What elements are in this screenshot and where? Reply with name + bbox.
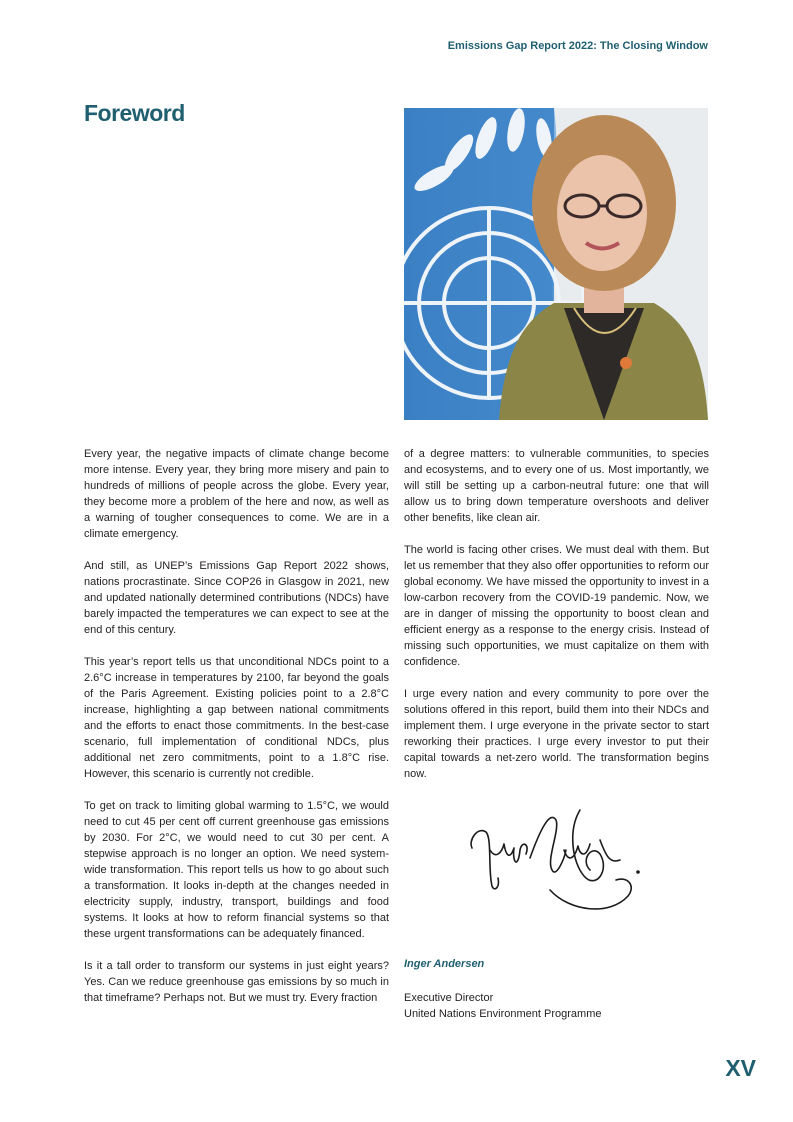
handwritten-signature bbox=[460, 800, 650, 920]
paragraph: Is it a tall order to transform our systems in just eight years? Yes. Can we reduce greenhouse gas emissions by so much in that timeframe? Perhaps not. But we must try. Every fraction bbox=[84, 960, 389, 1004]
page-number: XV bbox=[725, 1055, 756, 1081]
paragraph: This year’s report tells us that unconditional NDCs point to a 2.6°C increase in temperatures by 2100, far beyond the goals of the Paris Agreement. Existing policies point to a 2.8°C increase, highlighting a gap between national commitments and the efforts to enact those commitments. In the best-case scenario, full implementation of conditional NDCs, plus additional net zero commitments, point to a 1.8°C rise. However, this scenario is currently not credible. bbox=[84, 656, 389, 780]
paragraph: I urge every nation and every community to pore over the solutions offered in this report, build them into their NDCs and implement them. I urge everyone in the private sector to start reworking their practices. I urge every investor to put their capital towards a net-zero world. The transformation begins now. bbox=[404, 688, 709, 780]
left-text-column bbox=[84, 446, 389, 1022]
signer-name: Inger Andersen bbox=[404, 958, 485, 970]
paragraph: of a degree matters: to vulnerable communities, to species and ecosystems, and to every one of us. Most importantly, we will still be setting up a carbon-neutral future: one that will allow us to bring down temperature overshoots and deliver other benefits, like clean air. bbox=[404, 448, 709, 524]
portrait-photo bbox=[404, 108, 708, 420]
page-title: Foreword bbox=[84, 100, 185, 126]
signer-title bbox=[404, 990, 601, 1022]
paragraph: The world is facing other crises. We must deal with them. But let us remember that they also offer opportunities to reform our global economy. We have missed the opportunity to invest in a low-carbon recovery from the COVID-19 pandemic. Now, we are in danger of missing the opportunity to boost clean and efficient energy as a response to the energy crisis. Instead of missing such opportunities, we must capitalize on them with confidence. bbox=[404, 544, 709, 668]
portrait-illustration bbox=[404, 108, 708, 420]
paragraph: To get on track to limiting global warming to 1.5°C, we would need to cut 45 per cent off current greenhouse gas emissions by 2030. For 2°C, we would need to cut 30 per cent. A stepwise approach is no longer an option. We need system-wide transformation. This report tells us how to go about such a transformation. It looks in-depth at the changes needed in electricity supply, industry, transport, buildings and food systems. It looks at how to reform financial systems so that these urgent transformations can be adequately financed. bbox=[84, 800, 389, 940]
paragraph: And still, as UNEP’s Emissions Gap Report 2022 shows, nations procrastinate. Since COP26 in Glasgow in 2021, new and updated nationally determined contributions (NDCs) have barely impacted the temperatures we can expect to see at the end of this century. bbox=[84, 560, 389, 636]
signer-position: Executive Director bbox=[404, 992, 494, 1004]
paragraph: Every year, the negative impacts of climate change become more intense. Every year, they bring more misery and pain to hundreds of millions of people across the globe. Every year, they become more a problem of the here and now, as well as a warning of tougher consequences to come. We are in a climate emergency. bbox=[84, 448, 389, 540]
running-header: Emissions Gap Report 2022: The Closing Window bbox=[447, 40, 708, 52]
signer-organization: United Nations Environment Programme bbox=[404, 1008, 602, 1020]
right-text-column bbox=[404, 446, 709, 798]
